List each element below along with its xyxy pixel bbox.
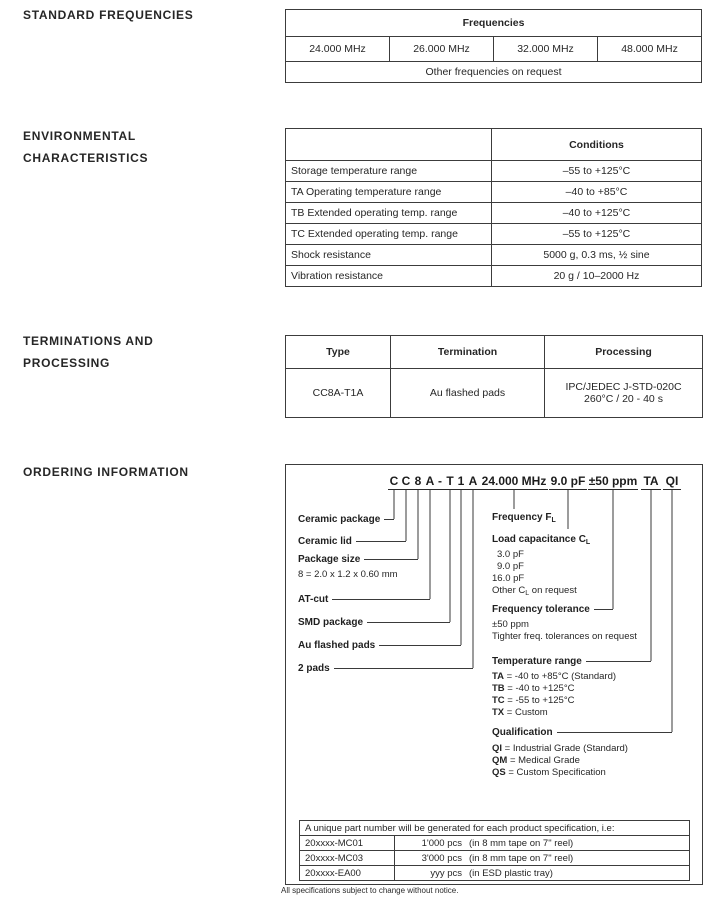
label-frequency-tolerance bbox=[492, 603, 613, 615]
value-cell: 5000 g, 0.3 ms, ½ sine bbox=[492, 245, 702, 266]
temperature-option bbox=[492, 683, 575, 694]
connector-line bbox=[594, 609, 613, 610]
parameter-cell: TB Extended operating temp. range bbox=[286, 203, 492, 224]
part-number-table-header: A unique part number will be generated for each product specification, i.e: bbox=[300, 821, 690, 836]
option-text: = Custom Specification bbox=[505, 767, 606, 778]
label-text: Temperature range bbox=[492, 655, 582, 667]
value-cell: –55 to +125°C bbox=[492, 161, 702, 182]
label-package-size bbox=[298, 553, 418, 565]
parameter-cell: Shock resistance bbox=[286, 245, 492, 266]
frequency-cell: 24.000 MHz bbox=[286, 37, 390, 62]
table-row bbox=[286, 369, 703, 418]
type-header-cell: Type bbox=[286, 336, 391, 369]
option-text: = Industrial Grade (Standard) bbox=[502, 743, 628, 754]
temperature-option bbox=[492, 707, 548, 718]
parameter-cell: Vibration resistance bbox=[286, 266, 492, 287]
label-ceramic-lid bbox=[298, 535, 406, 547]
part-tolerance-segment: ±50 ppm bbox=[588, 474, 638, 488]
label-text: Ceramic lid bbox=[298, 535, 352, 547]
terminations-table bbox=[285, 335, 703, 418]
table-row bbox=[286, 266, 702, 287]
label-text: Au flashed pads bbox=[298, 639, 376, 651]
label-text: Package size bbox=[298, 553, 361, 565]
connector-line bbox=[379, 645, 461, 646]
connector-line bbox=[334, 668, 473, 669]
tolerance-value: ±50 ppm bbox=[492, 619, 529, 630]
table-row bbox=[286, 129, 702, 161]
table-row bbox=[300, 821, 690, 836]
qualification-option bbox=[492, 755, 580, 766]
table-row bbox=[300, 851, 690, 866]
packing-description: (in 8 mm tape on 7" reel) bbox=[469, 852, 574, 864]
part-char: T bbox=[446, 474, 454, 488]
label-text: Frequency tolerance bbox=[492, 603, 590, 615]
table-row bbox=[300, 866, 690, 881]
table-row bbox=[300, 836, 690, 851]
value-cell: –40 to +85°C bbox=[492, 182, 702, 203]
termination-header-cell: Termination bbox=[391, 336, 545, 369]
table-row bbox=[286, 245, 702, 266]
label-text: Qualification bbox=[492, 726, 553, 738]
qualification-option bbox=[492, 743, 628, 754]
frequencies-note-cell: Other frequencies on request bbox=[286, 62, 702, 83]
option-text: = -40 to +125°C bbox=[504, 683, 575, 694]
option-text: = Medical Grade bbox=[507, 755, 580, 766]
frequency-cell: 32.000 MHz bbox=[494, 37, 598, 62]
quantity: 3'000 pcs bbox=[421, 852, 462, 864]
parameter-cell: TA Operating temperature range bbox=[286, 182, 492, 203]
part-char: C bbox=[401, 474, 411, 488]
part-number-cell: 20xxxx-MC01 bbox=[300, 836, 395, 851]
label-text: SMD package bbox=[298, 616, 364, 628]
table-row bbox=[286, 203, 702, 224]
table-row bbox=[286, 182, 702, 203]
table-row bbox=[286, 336, 703, 369]
processing-cell bbox=[545, 369, 703, 418]
table-row bbox=[286, 37, 702, 62]
empty-header-cell bbox=[286, 129, 492, 161]
label-package-size-detail: 8 = 2.0 x 1.2 x 0.60 mm bbox=[298, 569, 398, 580]
label-smd-package bbox=[298, 616, 450, 628]
label-at-cut bbox=[298, 593, 430, 605]
parameter-cell: Storage temperature range bbox=[286, 161, 492, 182]
option-code: TX bbox=[492, 707, 505, 718]
processing-line2: 260°C / 20 - 40 s bbox=[584, 393, 663, 405]
part-char: - bbox=[438, 474, 442, 488]
termination-cell: Au flashed pads bbox=[391, 369, 545, 418]
frequencies-table-header: Frequencies bbox=[286, 10, 702, 37]
option-code: TA bbox=[492, 671, 504, 682]
subscript: L bbox=[551, 517, 556, 524]
section-title-standard-frequencies: STANDARD FREQUENCIES bbox=[23, 8, 194, 22]
connector-line bbox=[586, 661, 651, 662]
label-2-pads bbox=[298, 662, 473, 674]
subscript: L bbox=[525, 590, 530, 597]
part-number-cell: 20xxxx-EA00 bbox=[300, 866, 395, 881]
part-frequency-segment: 24.000 MHz bbox=[481, 474, 547, 488]
capacitance-option: 3.0 pF bbox=[497, 549, 524, 560]
value-cell: 20 g / 10–2000 Hz bbox=[492, 266, 702, 287]
table-row bbox=[286, 62, 702, 83]
label-text: Other C bbox=[492, 585, 526, 596]
connector-line bbox=[332, 599, 430, 600]
part-temperature-segment: TA bbox=[641, 474, 661, 490]
section-title-terminations-line2: PROCESSING bbox=[23, 356, 111, 370]
label-frequency bbox=[492, 512, 556, 524]
frequency-cell: 48.000 MHz bbox=[598, 37, 702, 62]
connector-line bbox=[356, 541, 406, 542]
section-title-ordering: ORDERING INFORMATION bbox=[23, 465, 189, 479]
type-cell: CC8A-T1A bbox=[286, 369, 391, 418]
qualification-option bbox=[492, 767, 606, 778]
option-code: TC bbox=[492, 695, 505, 706]
label-load-capacitance bbox=[492, 534, 590, 546]
label-au-flashed-pads bbox=[298, 639, 461, 651]
processing-line1: IPC/JEDEC J-STD-020C bbox=[565, 381, 682, 393]
part-char: A bbox=[468, 474, 478, 488]
packing-cell bbox=[395, 836, 690, 851]
option-code: QS bbox=[492, 767, 506, 778]
section-title-terminations-line1: TERMINATIONS AND bbox=[23, 334, 154, 348]
environmental-table bbox=[285, 128, 702, 287]
temperature-option bbox=[492, 671, 616, 682]
parameter-cell: TC Extended operating temp. range bbox=[286, 224, 492, 245]
option-code: TB bbox=[492, 683, 505, 694]
part-number-underline bbox=[388, 489, 480, 490]
capacitance-option: 9.0 pF bbox=[497, 561, 524, 572]
packing-description: (in ESD plastic tray) bbox=[469, 867, 553, 879]
option-text: = -55 to +125°C bbox=[504, 695, 575, 706]
table-row bbox=[286, 224, 702, 245]
packing-cell bbox=[395, 866, 690, 881]
option-text: = -40 to +85°C (Standard) bbox=[503, 671, 617, 682]
quantity: 1'000 pcs bbox=[421, 837, 462, 849]
value-cell: –40 to +125°C bbox=[492, 203, 702, 224]
label-text: Frequency F bbox=[492, 512, 552, 523]
part-load-capacitance-segment: 9.0 pF bbox=[550, 474, 586, 488]
table-row bbox=[286, 161, 702, 182]
capacitance-other-note bbox=[492, 585, 577, 597]
label-text: on request bbox=[529, 585, 577, 596]
ordering-diagram-box bbox=[285, 464, 703, 885]
connector-line bbox=[557, 732, 672, 733]
capacitance-option: 16.0 pF bbox=[492, 573, 525, 584]
option-code: QM bbox=[492, 755, 508, 766]
frequency-cell: 26.000 MHz bbox=[390, 37, 494, 62]
part-char: 1 bbox=[457, 474, 465, 488]
label-text: Load capacitance C bbox=[492, 534, 586, 545]
label-text: 2 pads bbox=[298, 662, 330, 674]
label-temperature-range bbox=[492, 655, 651, 667]
part-number-table bbox=[299, 820, 690, 881]
connector-line bbox=[384, 519, 394, 520]
footer-disclaimer: All specifications subject to change without notice. bbox=[281, 886, 459, 895]
label-qualification bbox=[492, 726, 672, 738]
quantity: yyy pcs bbox=[430, 867, 462, 879]
connector-line bbox=[367, 622, 450, 623]
section-title-environmental-line2: CHARACTERISTICS bbox=[23, 151, 149, 165]
processing-header-cell: Processing bbox=[545, 336, 703, 369]
frequencies-table bbox=[285, 9, 702, 83]
packing-cell bbox=[395, 851, 690, 866]
part-char: 8 bbox=[414, 474, 422, 488]
packing-description: (in 8 mm tape on 7" reel) bbox=[469, 837, 574, 849]
table-row bbox=[286, 10, 702, 37]
label-text: AT-cut bbox=[298, 593, 329, 605]
part-char: C bbox=[389, 474, 399, 488]
label-ceramic-package bbox=[298, 513, 394, 525]
part-qualification-segment: QI bbox=[663, 474, 681, 490]
part-number-cell: 20xxxx-MC03 bbox=[300, 851, 395, 866]
section-title-environmental-line1: ENVIRONMENTAL bbox=[23, 129, 136, 143]
option-code: QI bbox=[492, 743, 503, 754]
conditions-header-cell: Conditions bbox=[492, 129, 702, 161]
option-text: = Custom bbox=[504, 707, 548, 718]
tolerance-note: Tighter freq. tolerances on request bbox=[492, 631, 637, 642]
part-char: A bbox=[425, 474, 435, 488]
label-text: Ceramic package bbox=[298, 513, 381, 525]
connector-line bbox=[364, 559, 418, 560]
subscript: L bbox=[585, 539, 591, 546]
value-cell: –55 to +125°C bbox=[492, 224, 702, 245]
temperature-option bbox=[492, 695, 575, 706]
